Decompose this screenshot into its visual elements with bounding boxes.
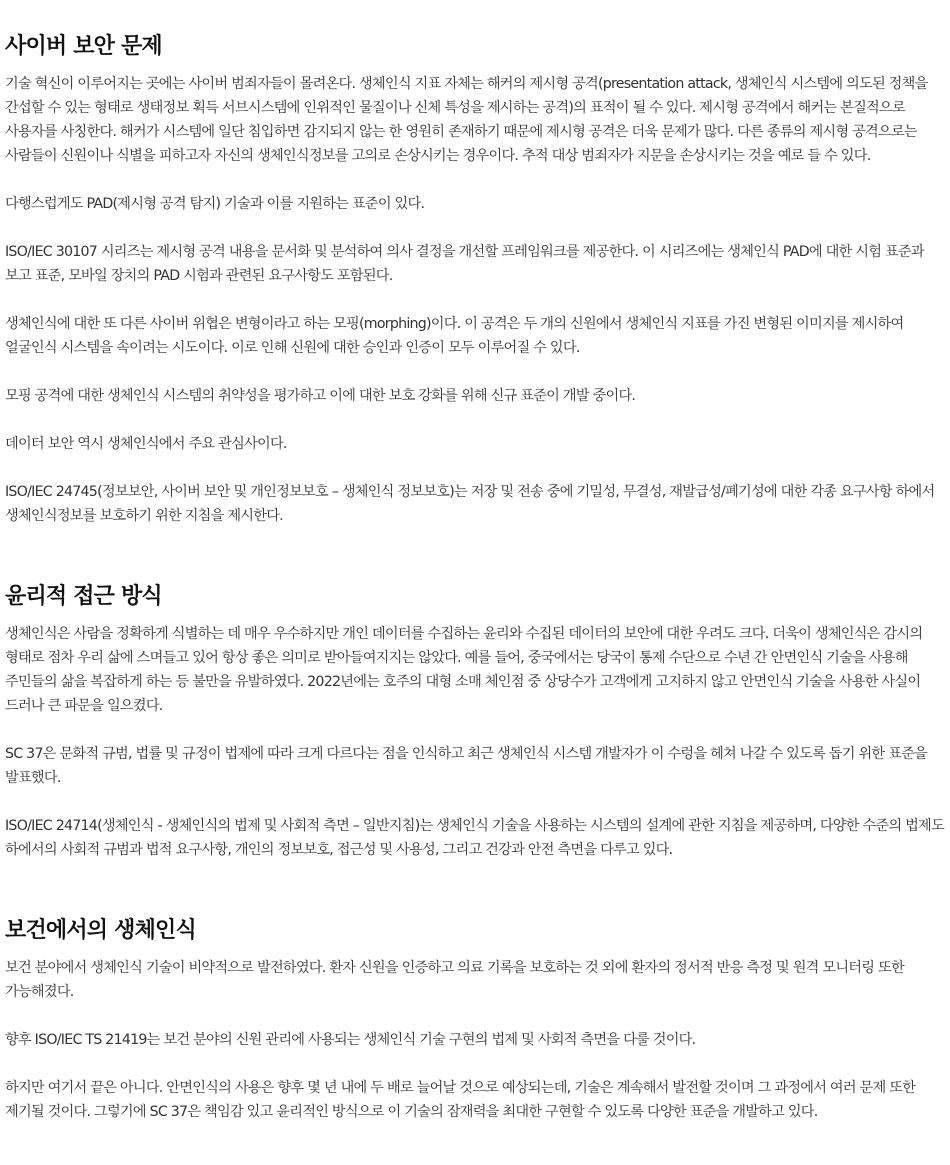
paragraph: 하지만 여기서 끝은 아니다. 안면인식의 사용은 향후 몇 년 내에 두 배로 늘어날 것으로 예상되는데, 기술은 계속해서 발전할 것이며 그 과정에서 여러 문제 또한 제기될 것이다. 그렇기에 SC 37은 책임감 있고 윤리적인 방식으로 이 기술의 잠재력을 최대한 구현할 수 있도록 다양한 표준을 개발하고 있다.	[5, 1080, 916, 1120]
section-title: 윤리적 접근 방식	[5, 584, 162, 609]
paragraph: 생체인식에 대한 또 다른 사이버 위협은 변형이라고 하는 모핑(morphing)이다. 이 공격은 두 개의 신원에서 생체인식 지표를 가진 변형된 이미지를 제시하여 얼굴인식 시스템을 속이려는 시도이다. 이로 인해 신원에 대한 승인과 인증이 모두 이루어질 수 있다.	[5, 316, 904, 356]
paragraph: ISO/IEC 24714(생체인식 - 생체인식의 법제 및 사회적 측면 – 일반지침)는 생체인식 기술을 사용하는 시스템의 설계에 관한 지침을 제공하며, 다양한 수준의 법제도 하에서의 사회적 규범과 법적 요구사항, 개인의 정보보호, 접근성 및 사용성, 그리고 건강과 안전 측면을 다루고 있다.	[5, 818, 944, 858]
paragraph: 다행스럽게도 PAD(제시형 공격 탐지) 기술과 이를 지원하는 표준이 있다.	[5, 196, 425, 212]
paragraph: 생체인식은 사람을 정확하게 식별하는 데 매우 우수하지만 개인 데이터를 수집하는 윤리와 수집된 데이터의 보안에 대한 우려도 크다. 더욱이 생체인식은 감시의 형태로 점차 우리 삶에 스며들고 있어 항상 좋은 의미로 받아들여지지는 않았다. 예를 들어, 중국에서는 당국이 통제 수단으로 수년 간 안면인식 기술을 사용해 주민들의 삶을 복잡하게 하는 등 불만을 유발하였다. 2022년에는 호주의 대형 소매 체인점 중 상당수가 고객에게 고지하지 않고 안면인식 기술을 사용한 사실이 드러나 큰 파문을 일으켰다.	[5, 626, 923, 714]
section-title: 사이버 보안 문제	[5, 34, 162, 59]
section-cybersecurity	[5, 32, 945, 528]
paragraph: 모핑 공격에 대한 생체인식 시스템의 취약성을 평가하고 이에 대한 보호 강화를 위해 신규 표준이 개발 중이다.	[5, 388, 636, 404]
paragraph: 기술 혁신이 이루어지는 곳에는 사이버 범죄자들이 몰려온다. 생체인식 지표 자체는 해커의 제시형 공격(presentation attack, 생체인식 시스템에 의도된 정책을 간섭할 수 있는 형태로 생태정보 획득 서브시스템에 인위적인 물질이나 신체 특성을 제시하는 공격)의 표적이 될 수 있다. 제시형 공격에서 해커는 본질적으로 사용자를 사칭한다. 해커가 시스템에 일단 침입하면 감지되지 않는 한 영원히 존재하기 때문에 제시형 공격은 더욱 문제가 많다. 다른 종류의 제시형 공격으로는 사람들이 신원이나 식별을 피하고자 자신의 생체인식정보를 고의로 손상시키는 경우이다. 추적 대상 범죄자가 지문을 손상시키는 것을 예로 들 수 있다.	[5, 76, 928, 164]
paragraph: 보건 분야에서 생체인식 기술이 비약적으로 발전하였다. 환자 신원을 인증하고 의료 기록을 보호하는 것 외에 환자의 정서적 반응 측정 및 원격 모니터링 또한 가능해졌다.	[5, 960, 904, 1000]
paragraph: 향후 ISO/IEC TS 21419는 보건 분야의 신원 관리에 사용되는 생체인식 기술 구현의 법제 및 사회적 측면을 다룰 것이다.	[5, 1032, 696, 1048]
section-ethics	[5, 582, 945, 862]
section-title: 보건에서의 생체인식	[5, 918, 196, 943]
paragraph: ISO/IEC 30107 시리즈는 제시형 공격 내용을 문서화 및 분석하여 의사 결정을 개선할 프레임워크를 제공한다. 이 시리즈에는 생체인식 PAD에 대한 시험 표준과 보고 표준, 모바일 장치의 PAD 시험과 관련된 요구사항도 포함된다.	[5, 244, 924, 284]
section-healthcare	[5, 916, 945, 1124]
paragraph: ISO/IEC 24745(정보보안, 사이버 보안 및 개인정보보호 – 생체인식 정보보호)는 저장 및 전송 중에 기밀성, 무결성, 재발급성/폐기성에 대한 각종 요구사항 하에서 생체인식정보를 보호하기 위한 지침을 제시한다.	[5, 484, 935, 524]
paragraph: SC 37은 문화적 규범, 법률 및 규정이 법제에 따라 크게 다르다는 점을 인식하고 최근 생체인식 시스템 개발자가 이 수렁을 헤쳐 나갈 수 있도록 돕기 위한 표준을 발표했다.	[5, 746, 927, 786]
paragraph: 데이터 보안 역시 생체인식에서 주요 관심사이다.	[5, 436, 287, 452]
